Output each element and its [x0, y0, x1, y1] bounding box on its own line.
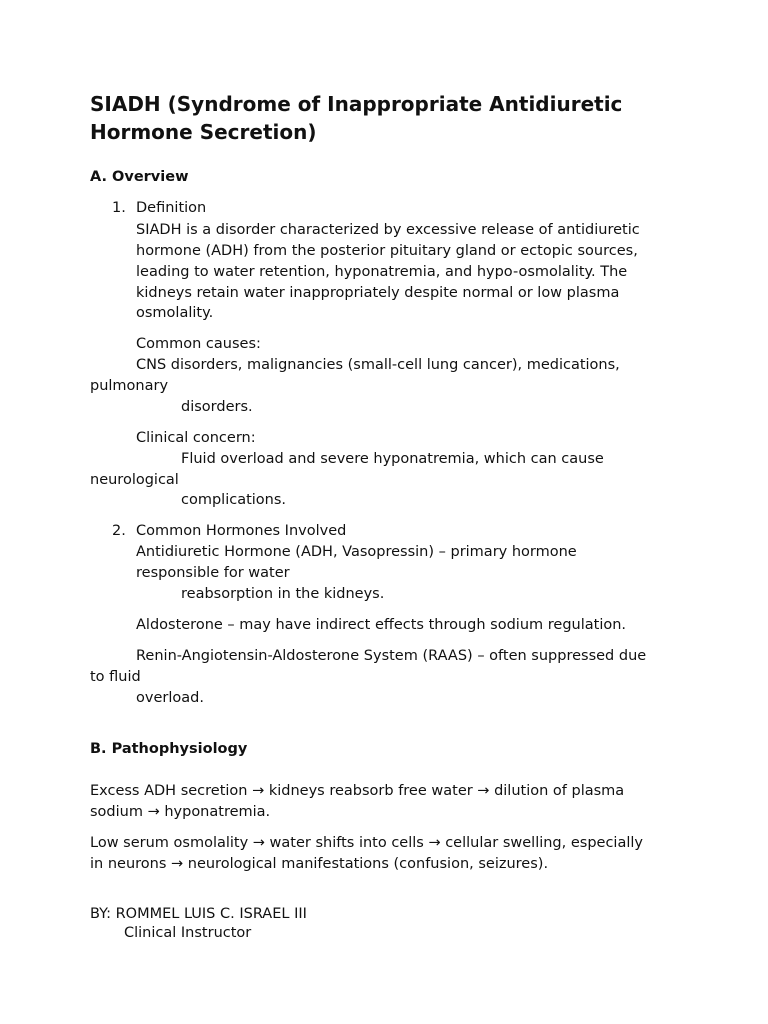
adh-line: responsible for water: [136, 565, 290, 581]
concern-label: Clinical concern:: [136, 430, 256, 446]
definition-line: leading to water retention, hyponatremia, and hypo-osmolality. The: [136, 264, 628, 280]
item-1-label: Definition: [136, 200, 207, 216]
section-b-heading: B. Pathophysiology: [90, 741, 248, 757]
definition-line: kidneys retain water inappropriately despite normal or low plasma: [136, 285, 620, 301]
title-line-1: SIADH (Syndrome of Inappropriate Antidiuretic: [90, 92, 623, 116]
pathophysiology-line: Low serum osmolality → water shifts into cells → cellular swelling, especially: [90, 835, 643, 851]
raas-line: overload.: [136, 690, 204, 706]
raas-line: Renin-Angiotensin-Aldosterone System (RAAS) – often suppressed due: [136, 648, 647, 664]
causes-line: CNS disorders, malignancies (small-cell lung cancer), medications,: [136, 357, 620, 373]
section-a-heading: A. Overview: [90, 169, 189, 185]
item-2-label: Common Hormones Involved: [136, 523, 347, 539]
author-role: Clinical Instructor: [124, 925, 252, 941]
pathophysiology-line: in neurons → neurological manifestations (confusion, seizures).: [90, 856, 549, 872]
pathophysiology-line: sodium → hyponatremia.: [90, 804, 271, 820]
pathophysiology-line: Excess ADH secretion → kidneys reabsorb free water → dilution of plasma: [90, 783, 625, 799]
causes-label: Common causes:: [136, 336, 261, 352]
raas-line: to fluid: [90, 669, 141, 685]
causes-line: disorders.: [181, 399, 253, 415]
causes-line: pulmonary: [90, 378, 169, 394]
concern-line: neurological: [90, 472, 179, 488]
item-1-number: 1.: [112, 200, 126, 216]
adh-line: reabsorption in the kidneys.: [181, 586, 385, 602]
aldosterone-line: Aldosterone – may have indirect effects through sodium regulation.: [136, 617, 627, 633]
concern-line: complications.: [181, 492, 287, 508]
definition-line: SIADH is a disorder characterized by excessive release of antidiuretic: [136, 222, 640, 238]
concern-line: Fluid overload and severe hyponatremia, which can cause: [181, 451, 604, 467]
item-2-number: 2.: [112, 523, 126, 539]
title-line-2: Hormone Secretion): [90, 120, 317, 144]
author-byline: BY: ROMMEL LUIS C. ISRAEL III: [90, 906, 307, 922]
definition-line: osmolality.: [136, 305, 214, 321]
adh-line: Antidiuretic Hormone (ADH, Vasopressin) – primary hormone: [136, 544, 577, 560]
definition-line: hormone (ADH) from the posterior pituitary gland or ectopic sources,: [136, 243, 638, 259]
